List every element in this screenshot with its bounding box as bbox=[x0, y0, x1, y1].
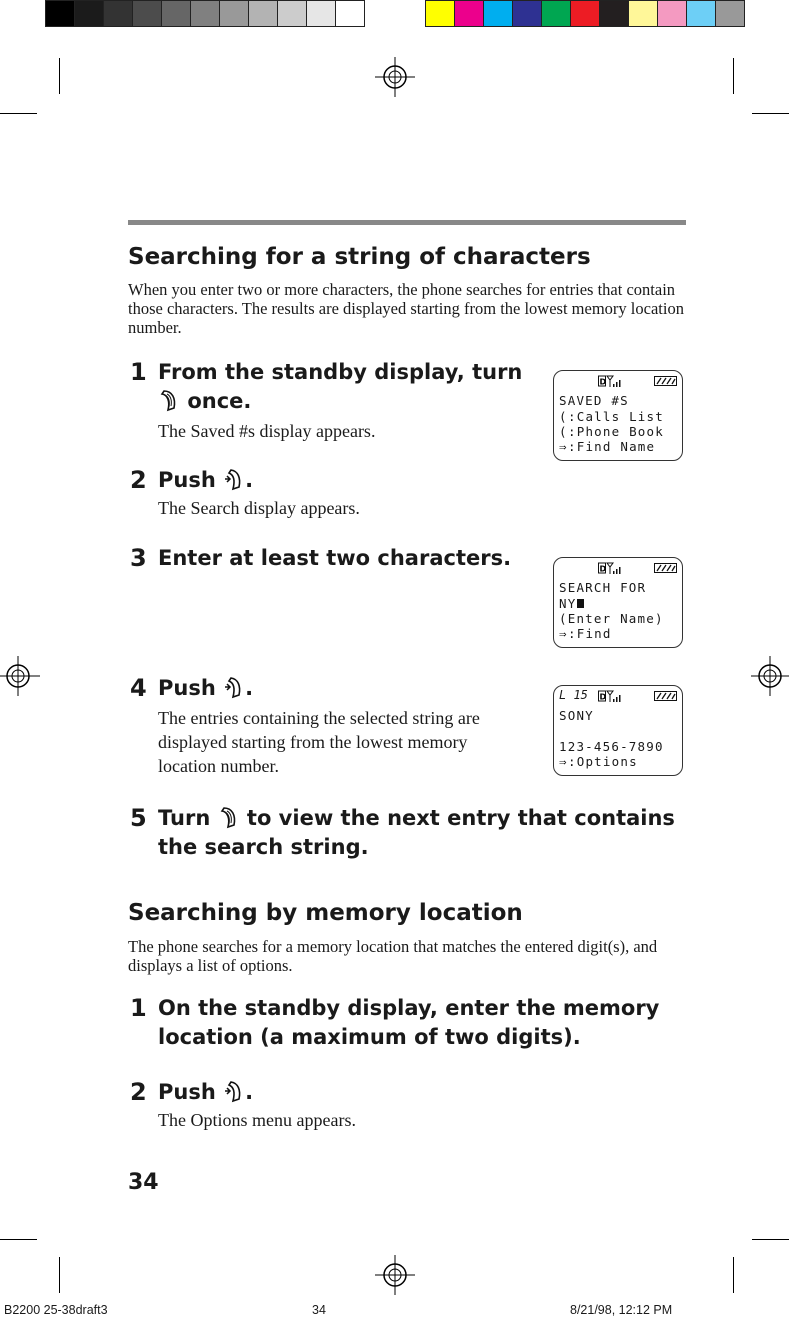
battery-icon bbox=[654, 563, 678, 574]
step-instruction: On the standby display, enter the memory location (a maximum of two digits). bbox=[158, 996, 660, 1049]
lcd-line: SAVED #S bbox=[559, 393, 629, 408]
step-number: 3 bbox=[130, 544, 147, 572]
color-swatch bbox=[715, 0, 745, 27]
section-title: Searching by memory location bbox=[128, 900, 523, 926]
lcd-line: (:Phone Book bbox=[559, 424, 664, 439]
jog-dial-icon bbox=[158, 388, 180, 412]
step-instruction: Push . bbox=[158, 468, 254, 492]
color-swatch bbox=[686, 0, 716, 27]
color-swatch bbox=[277, 0, 307, 27]
color-swatch bbox=[335, 0, 365, 27]
text-cursor bbox=[577, 599, 584, 608]
svg-text:D: D bbox=[599, 692, 607, 702]
lcd-search-result bbox=[553, 685, 683, 776]
section-intro: When you enter two or more characters, the phone searches for entries that contain those characters. The results are displayed starting from the lowest memory location number. bbox=[128, 280, 684, 337]
color-swatch bbox=[103, 0, 133, 27]
color-swatch bbox=[132, 0, 162, 27]
color-swatch bbox=[512, 0, 542, 27]
signal-icon bbox=[598, 690, 622, 703]
lcd-status-bar bbox=[554, 690, 682, 703]
color-swatch bbox=[425, 0, 455, 27]
color-swatch bbox=[306, 0, 336, 27]
lcd-line: NY bbox=[559, 596, 584, 611]
step-instruction: From the standby display, turn once. bbox=[158, 360, 523, 413]
step-description: The Search display appears. bbox=[158, 498, 360, 518]
color-swatch bbox=[454, 0, 484, 27]
registration-mark-icon bbox=[751, 656, 789, 696]
step-number: 2 bbox=[130, 1078, 147, 1106]
step-number: 4 bbox=[130, 674, 147, 702]
jog-dial-push-icon bbox=[223, 675, 245, 699]
signal-icon bbox=[598, 375, 622, 388]
color-swatch bbox=[657, 0, 687, 27]
footer-file: B2200 25-38draft3 bbox=[4, 1303, 108, 1317]
step-instruction: Turn to view the next entry that contains the search string. bbox=[158, 806, 675, 859]
lcd-line: SONY bbox=[559, 708, 594, 723]
push-arrow-glyph: ⇒ bbox=[559, 626, 568, 641]
lcd-line: SEARCH FOR bbox=[559, 580, 647, 595]
svg-text:D: D bbox=[599, 377, 607, 387]
battery-icon bbox=[654, 691, 678, 702]
section-intro: The phone searches for a memory location that matches the entered digit(s), and displays a list of options. bbox=[128, 937, 658, 975]
step-description: The Options menu appears. bbox=[158, 1110, 356, 1130]
lcd-line: ⇒:Options bbox=[559, 754, 638, 769]
registration-mark-icon bbox=[375, 57, 415, 97]
section-rule bbox=[128, 220, 686, 225]
lcd-line: 123-456-7890 bbox=[559, 739, 664, 754]
registration-mark-icon bbox=[375, 1255, 415, 1295]
step-description: The Saved #s display appears. bbox=[158, 421, 376, 441]
color-swatch bbox=[45, 0, 75, 27]
footer-page: 34 bbox=[312, 1303, 326, 1317]
color-swatch bbox=[541, 0, 571, 27]
color-swatch bbox=[219, 0, 249, 27]
lcd-line: ⇒:Find Name bbox=[559, 439, 656, 454]
lcd-line: (:Calls List bbox=[559, 409, 664, 424]
step-instruction: Enter at least two characters. bbox=[158, 546, 512, 570]
registration-mark-icon bbox=[0, 656, 40, 696]
svg-text:D: D bbox=[599, 564, 607, 574]
step-instruction: Push . bbox=[158, 676, 254, 700]
jog-dial-push-icon bbox=[223, 467, 245, 491]
jog-dial-push-icon bbox=[223, 1079, 245, 1103]
push-arrow-glyph: ⇒ bbox=[559, 439, 568, 454]
lcd-line: (Enter Name) bbox=[559, 611, 664, 626]
lcd-saved-numbers bbox=[553, 370, 683, 461]
step-number: 1 bbox=[130, 994, 147, 1022]
color-swatch bbox=[599, 0, 629, 27]
jog-right-glyph: ( bbox=[559, 424, 568, 439]
color-swatch bbox=[190, 0, 220, 27]
memory-location: L 15 bbox=[559, 688, 588, 702]
color-swatch bbox=[628, 0, 658, 27]
push-arrow-glyph: ⇒ bbox=[559, 754, 568, 769]
lcd-line: ⇒:Find bbox=[559, 626, 612, 641]
battery-icon bbox=[654, 376, 678, 387]
lcd-status-bar bbox=[554, 562, 682, 575]
color-swatch bbox=[248, 0, 278, 27]
footer-timestamp: 8/21/98, 12:12 PM bbox=[570, 1303, 673, 1317]
step-number: 5 bbox=[130, 804, 147, 832]
lcd-search-for bbox=[553, 557, 683, 648]
section-title: Searching for a string of characters bbox=[128, 244, 591, 270]
color-swatch bbox=[570, 0, 600, 27]
jog-left-glyph: ( bbox=[559, 409, 568, 424]
page-number: 34 bbox=[128, 1170, 159, 1195]
color-swatch bbox=[74, 0, 104, 27]
color-swatch bbox=[161, 0, 191, 27]
color-swatch bbox=[483, 0, 513, 27]
lcd-status-bar bbox=[554, 375, 682, 388]
jog-dial-icon bbox=[218, 805, 240, 829]
step-number: 1 bbox=[130, 358, 147, 386]
step-instruction: Push . bbox=[158, 1080, 254, 1104]
step-description: The entries containing the selected string are displayed starting from the lowest memory location number. bbox=[158, 708, 480, 776]
step-number: 2 bbox=[130, 466, 147, 494]
signal-icon bbox=[598, 562, 622, 575]
